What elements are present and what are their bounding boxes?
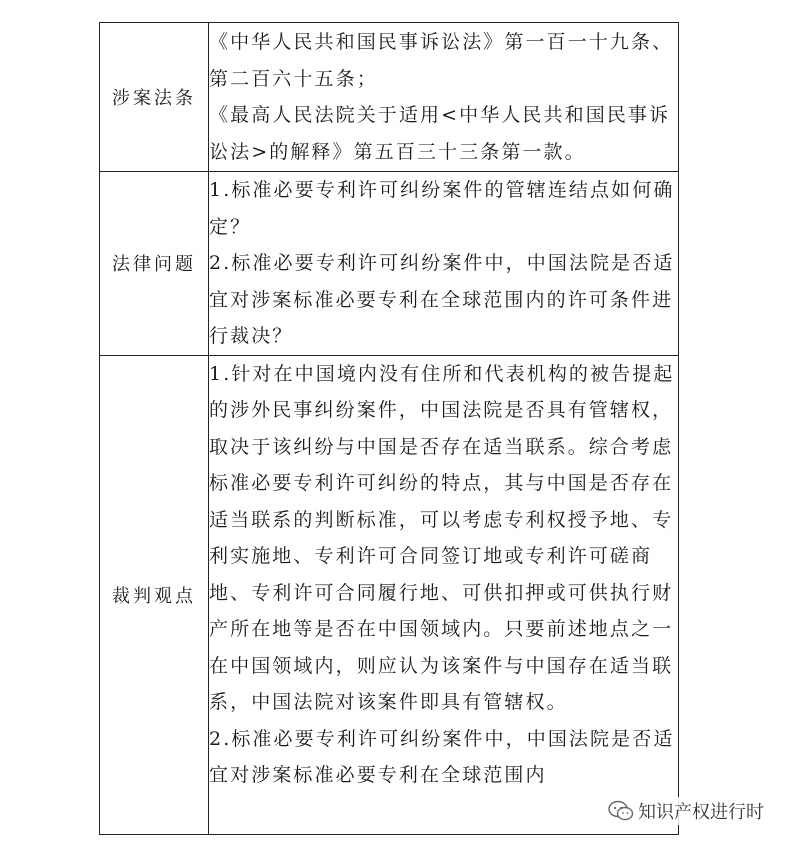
table-row-legal-issues [100,172,679,356]
holding-paragraph-1: 1.针对在中国境内没有住所和代表机构的被告提起的涉外民事纠纷案件，中国法院是否具有管辖权，取决于该纠纷与中国是否存在适当联系。综合考虑标准必要专利许可纠纷的特点，其与中国是否存在适当联系的判断标准，可以考虑专利权授予地、专利实施地、专利许可合同签订地或专利许可磋商地、专利许可合同履行地、可供扣押或可供执行财产所在地等是否在中国领域内。只要前述地点之一在中国领域内，则应认为该案件与中国存在适当联系，中国法院对该案件即具有管辖权。 [209,362,675,713]
wechat-icon [608,800,634,822]
watermark [604,797,770,825]
statute-paragraph-1: 《中华人民共和国民事诉讼法》第一百一十九条、第二百六十五条； [209,31,674,90]
holding-paragraph-2: 2.标准必要专利许可纠纷案件中，中国法院是否适宜对涉案标准必要专利在全球范围内 [209,727,675,786]
row-content-holdings [209,355,679,834]
watermark-text: 知识产权进行时 [638,802,764,823]
case-table [99,22,679,835]
statute-paragraph-2: 《最高人民法院关于适用<中华人民共和国民事诉讼法>的解释》第五百三十三条第一款。 [209,104,671,163]
row-content-statutes [209,23,679,172]
row-label-holdings: 裁判观点 [100,355,209,834]
table-row-holdings [100,355,679,834]
row-label-legal-issues: 法律问题 [100,172,209,356]
issue-paragraph-2: 2.标准必要专利许可纠纷案件中，中国法院是否适宜对涉案标准必要专利在全球范围内的许可条件进行裁决？ [209,252,675,347]
table-row-statutes [100,23,679,172]
row-content-legal-issues [209,172,679,356]
row-label-statutes: 涉案法条 [100,23,209,172]
issue-paragraph-1: 1.标准必要专利许可纠纷案件的管辖连结点如何确定？ [209,179,675,238]
